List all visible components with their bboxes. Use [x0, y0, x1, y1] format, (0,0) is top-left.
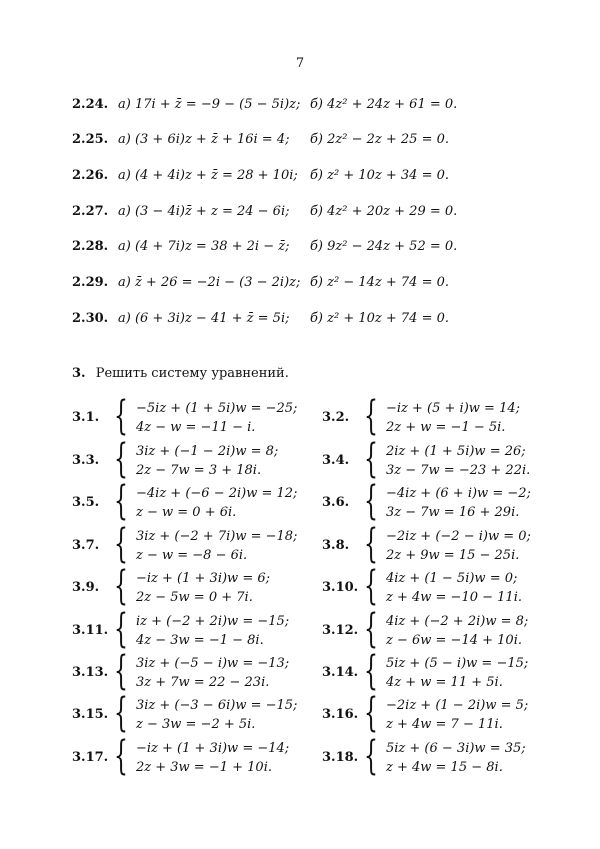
equation-second: 2z − 7w = 3 + 18i.: [136, 463, 262, 478]
problem-number: 2.30.: [72, 311, 109, 326]
equation-first: −iz + (1 + 3i)w = 6;: [136, 571, 270, 586]
problem-number: 2.28.: [72, 239, 109, 254]
equation-first: 5iz + (5 − i)w = −15;: [386, 656, 529, 671]
equation-first: 3iz + (−1 − 2i)w = 8;: [136, 444, 279, 459]
brace-icon: {: [114, 606, 128, 652]
problem-part-b: б) z² + 10z + 74 = 0.: [310, 311, 450, 326]
problem-part-b: б) 2z² − 2z + 25 = 0.: [310, 132, 450, 147]
problem-part-a: а) (6 + 3i)z − 41 + z̄ = 5i;: [118, 311, 290, 326]
section-heading: [72, 366, 289, 381]
brace-icon: {: [364, 733, 378, 779]
brace-icon: {: [364, 393, 378, 439]
equation-system: [72, 690, 332, 736]
section-title: Решить систему уравнений.: [95, 366, 289, 381]
equation-first: −5iz + (1 + 5i)w = −25;: [136, 401, 298, 416]
equation-system: [322, 648, 582, 694]
page-number: 7: [295, 56, 305, 71]
problem-part-a: а) (4 + 4i)z + z̄ = 28 + 10i;: [118, 168, 298, 183]
problem-number: 2.27.: [72, 204, 109, 219]
equation-second: z − 3w = −2 + 5i.: [136, 717, 256, 732]
equation-system: [322, 606, 582, 652]
brace-icon: {: [114, 478, 128, 524]
system-number: 3.6.: [322, 495, 350, 510]
brace-icon: {: [364, 648, 378, 694]
equation-system: [322, 478, 582, 524]
brace-icon: {: [364, 606, 378, 652]
system-number: 3.2.: [322, 410, 350, 425]
equation-second: 4z − w = −11 − i.: [136, 420, 256, 435]
equation-first: 2iz + (1 + 5i)w = 26;: [386, 444, 526, 459]
section-number: 3.: [72, 366, 86, 381]
equation-first: −2iz + (1 − 2i)w = 5;: [386, 698, 529, 713]
system-number: 3.7.: [72, 538, 100, 553]
equation-second: 3z − 7w = 16 + 29i.: [386, 505, 520, 520]
brace-icon: {: [114, 521, 128, 567]
system-number: 3.9.: [72, 580, 100, 595]
equation-system: [72, 606, 332, 652]
equation-system: [322, 436, 582, 482]
equation-first: 3iz + (−5 − i)w = −13;: [136, 656, 290, 671]
problem-part-b: б) z² + 10z + 34 = 0.: [310, 168, 450, 183]
equation-system: [72, 436, 332, 482]
equation-system: [322, 521, 582, 567]
problem-number: 2.25.: [72, 132, 109, 147]
equation-first: −2iz + (−2 − i)w = 0;: [386, 529, 531, 544]
equation-first: −iz + (5 + i)w = 14;: [386, 401, 520, 416]
problem-number: 2.26.: [72, 168, 109, 183]
equation-first: 3iz + (−3 − 6i)w = −15;: [136, 698, 298, 713]
equation-second: z + 4w = 7 − 11i.: [386, 717, 503, 732]
problem-part-a: а) (3 − 4i)z̄ + z = 24 − 6i;: [118, 204, 290, 219]
problem-part-a: а) 17i + z̄ = −9 − (5 − 5i)z;: [118, 97, 301, 112]
system-number: 3.4.: [322, 453, 350, 468]
equation-second: 2z + 3w = −1 + 10i.: [136, 760, 272, 775]
brace-icon: {: [114, 690, 128, 736]
equation-first: −4iz + (6 + i)w = −2;: [386, 486, 531, 501]
equation-second: 3z − 7w = −23 + 22i.: [386, 463, 531, 478]
problem-number: 2.24.: [72, 97, 109, 112]
system-number: 3.16.: [322, 707, 359, 722]
problem-number: 2.29.: [72, 275, 109, 290]
equation-first: −iz + (1 + 3i)w = −14;: [136, 741, 290, 756]
equation-system: [322, 393, 582, 439]
system-number: 3.3.: [72, 453, 100, 468]
equation-second: 3z + 7w = 22 − 23i.: [136, 675, 270, 690]
brace-icon: {: [114, 563, 128, 609]
equation-first: 4iz + (−2 + 2i)w = 8;: [386, 614, 529, 629]
brace-icon: {: [364, 563, 378, 609]
equation-system: [322, 563, 582, 609]
equation-first: 4iz + (1 − 5i)w = 0;: [386, 571, 518, 586]
system-number: 3.12.: [322, 623, 359, 638]
equation-second: 4z + w = 11 + 5i.: [386, 675, 503, 690]
equation-system: [72, 521, 332, 567]
equation-system: [72, 563, 332, 609]
system-number: 3.17.: [72, 750, 109, 765]
system-number: 3.5.: [72, 495, 100, 510]
system-number: 3.10.: [322, 580, 359, 595]
equation-system: [72, 478, 332, 524]
system-number: 3.13.: [72, 665, 109, 680]
brace-icon: {: [114, 733, 128, 779]
equation-system: [72, 648, 332, 694]
brace-icon: {: [364, 478, 378, 524]
equation-first: 5iz + (6 − 3i)w = 35;: [386, 741, 526, 756]
equation-system: [72, 733, 332, 779]
system-number: 3.14.: [322, 665, 359, 680]
brace-icon: {: [364, 690, 378, 736]
problem-part-b: б) z² − 14z + 74 = 0.: [310, 275, 450, 290]
equation-second: z − w = −8 − 6i.: [136, 548, 248, 563]
equation-second: z + 4w = 15 − 8i.: [386, 760, 503, 775]
equation-system: [322, 733, 582, 779]
equation-second: z − w = 0 + 6i.: [136, 505, 237, 520]
problem-part-b: б) 9z² − 24z + 52 = 0.: [310, 239, 458, 254]
problem-part-a: а) (3 + 6i)z + z̄ + 16i = 4;: [118, 132, 290, 147]
equation-system: [72, 393, 332, 439]
system-number: 3.8.: [322, 538, 350, 553]
equation-second: z + 4w = −10 − 11i.: [386, 590, 522, 605]
brace-icon: {: [364, 436, 378, 482]
brace-icon: {: [364, 521, 378, 567]
problem-part-b: б) 4z² + 24z + 61 = 0.: [310, 97, 458, 112]
equation-second: 2z + 9w = 15 − 25i.: [386, 548, 520, 563]
equation-first: −4iz + (−6 − 2i)w = 12;: [136, 486, 298, 501]
problem-part-a: а) (4 + 7i)z = 38 + 2i − z̄;: [118, 239, 290, 254]
equation-second: 2z − 5w = 0 + 7i.: [136, 590, 253, 605]
brace-icon: {: [114, 648, 128, 694]
equation-first: iz + (−2 + 2i)w = −15;: [136, 614, 290, 629]
equation-first: 3iz + (−2 + 7i)w = −18;: [136, 529, 298, 544]
brace-icon: {: [114, 393, 128, 439]
equation-second: z − 6w = −14 + 10i.: [386, 633, 522, 648]
problem-part-b: б) 4z² + 20z + 29 = 0.: [310, 204, 458, 219]
brace-icon: {: [114, 436, 128, 482]
system-number: 3.1.: [72, 410, 100, 425]
equation-second: 2z + w = −1 − 5i.: [386, 420, 506, 435]
equation-second: 4z − 3w = −1 − 8i.: [136, 633, 264, 648]
system-number: 3.11.: [72, 623, 109, 638]
equation-system: [322, 690, 582, 736]
system-number: 3.15.: [72, 707, 109, 722]
problem-part-a: а) z̄ + 26 = −2i − (3 − 2i)z;: [118, 275, 301, 290]
system-number: 3.18.: [322, 750, 359, 765]
